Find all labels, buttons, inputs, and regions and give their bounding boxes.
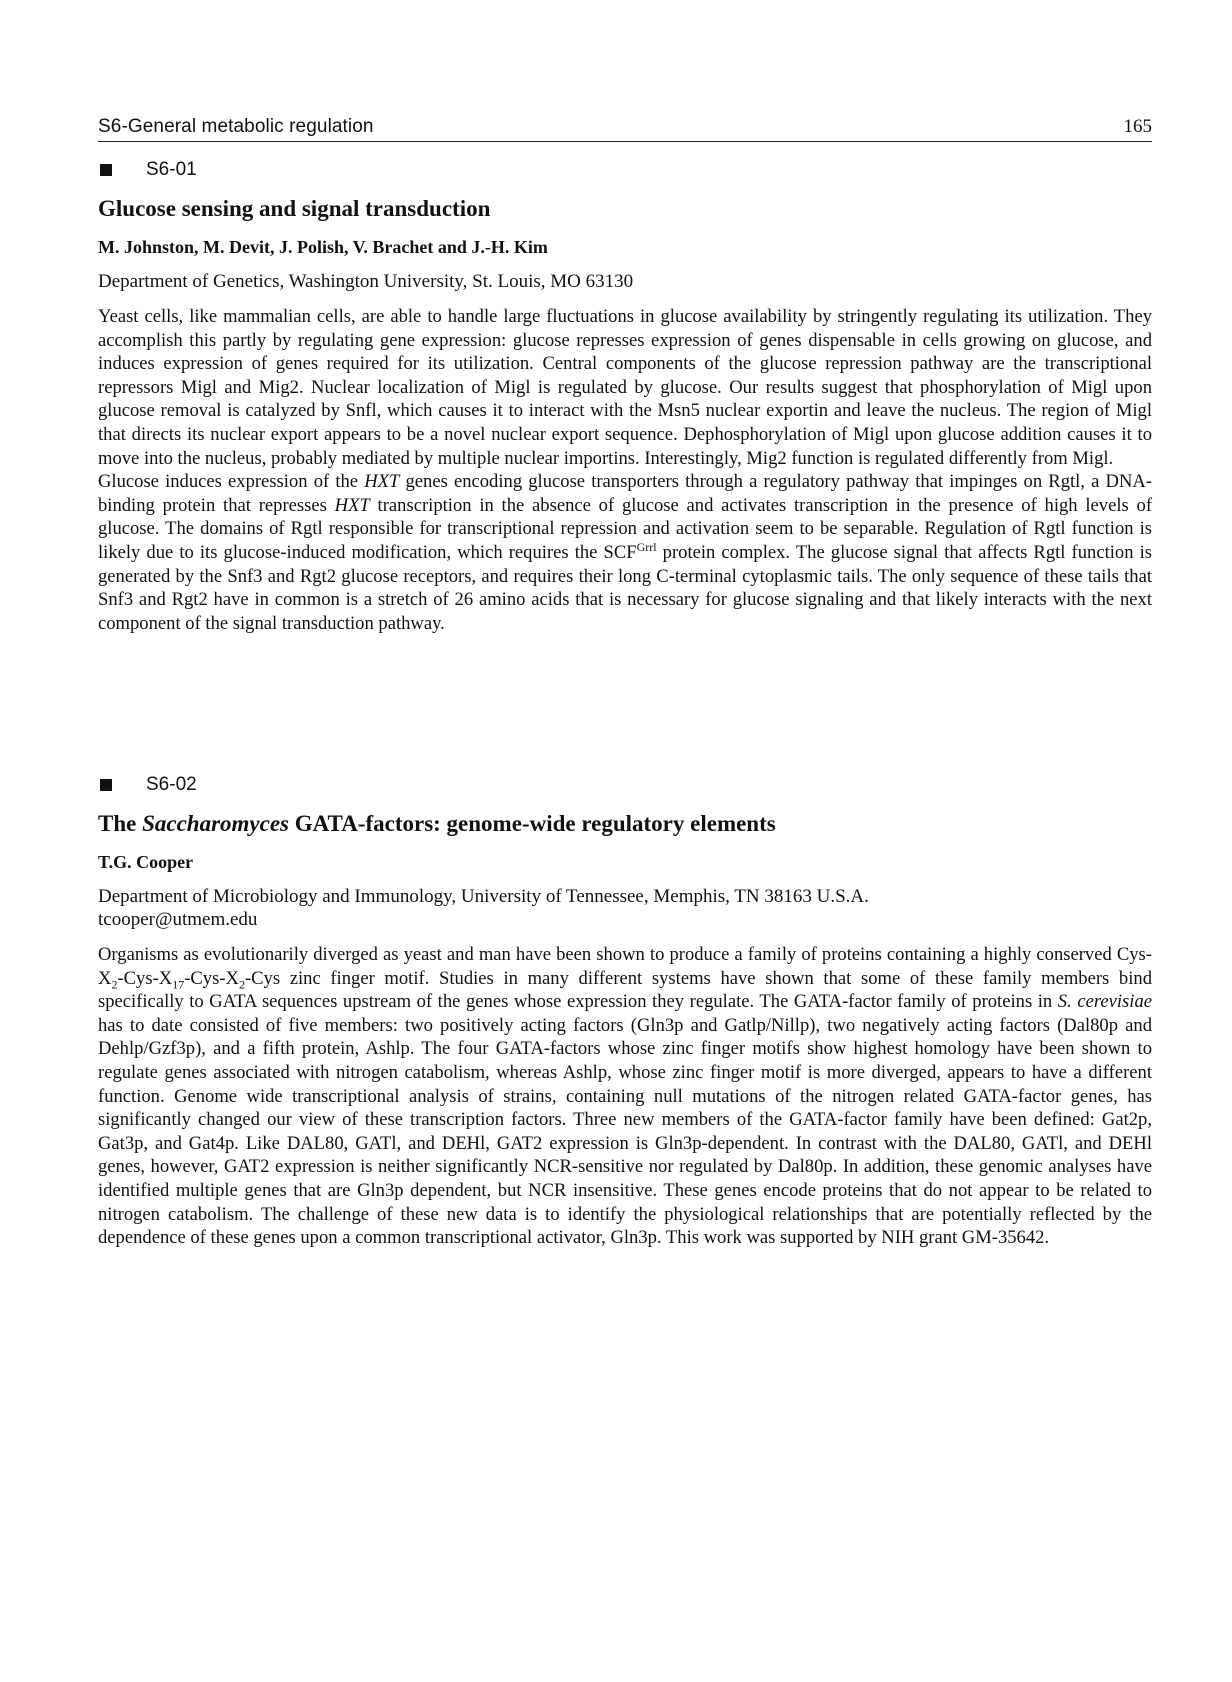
abstract-affiliation: Department of Microbiology and Immunology, University of Tennessee, Memphis, TN 38163 U.S.A. [98, 886, 869, 907]
text-run: genes encoding glucose transporters through a regulatory pathway that impinges on Rgtl, a DNA-binding protein that represses [98, 471, 1152, 516]
abstract-authors: M. Johnston, M. Devit, J. Polish, V. Brachet and J.-H. Kim [98, 237, 548, 257]
running-header [98, 112, 1152, 142]
abstract-title: Glucose sensing and signal transduction [98, 196, 491, 221]
page [98, 112, 1153, 1249]
text-run: transcription in the absence of glucose and activates transcription in the presence of high levels of glucose. The domains of Rgtl responsible for transcriptional repression and activation seem to be separable. Regulation of Rgtl function is likely due to its glucose-induced modification, which requires the SCF [98, 494, 1153, 563]
abstract-code: S6-02 [146, 774, 197, 795]
author-email: tcooper@utmem.edu [98, 909, 258, 930]
section-title: S6-General metabolic regulation [98, 116, 374, 137]
page-number: 165 [1123, 116, 1152, 137]
title-run: GATA-factors: genome-wide regulatory elements [289, 811, 776, 836]
abstract-paragraph [98, 470, 1152, 635]
text-run: Glucose induces expression of the [98, 471, 365, 493]
species-name: S. cerevisiae [1057, 991, 1152, 1013]
text-run: -Cys-X [184, 967, 239, 989]
title-run: The [98, 811, 143, 836]
abstract-body [98, 305, 1152, 635]
abstract-code: S6-01 [146, 159, 197, 180]
text-run: -Cys-X [117, 967, 173, 989]
square-bullet-icon [100, 164, 112, 176]
gene-name: HXT [364, 471, 400, 493]
title-italic: Saccharomyces [142, 811, 290, 836]
gene-name: HXT [334, 494, 370, 516]
abstract-authors: T.G. Cooper [98, 852, 194, 872]
square-bullet-icon [100, 779, 112, 791]
subscript: 2 [238, 977, 245, 992]
abstract-s6-01 [98, 156, 1152, 635]
abstract-body [98, 943, 1152, 1250]
abstract-paragraph: Yeast cells, like mammalian cells, are able to handle large fluctuations in glucose availability by stringently regulating its utilization. They accomplish this partly by regulating gene expression: glucose represses expression of genes dispensable in cells growing on glucose, and induces expression of genes required for its utilization. Central components of the glucose repression pathway are the transcriptional repressors Migl and Mig2. Nuclear localization of Migl is regulated by glucose. Our results suggest that phosphorylation of Migl upon glucose removal is catalyzed by Snfl, which causes it to interact with the Msn5 nuclear exportin and leave the nucleus. The region of Migl that directs its nuclear export appears to be a novel nuclear export sequence. Dephosphorylation of Migl upon glucose addition causes it to move into the nucleus, probably mediated by multiple nuclear importins. Interestingly, Mig2 function is regulated differently from Migl. [98, 306, 1152, 469]
abstract-code-row [98, 771, 1152, 799]
text-run: has to date consisted of five members: two positively acting factors (Gln3p and Gatlp/Nillp), two negatively acting factors (Dal80p and Dehlp/Gzf3p), and a fifth protein, Ashlp. The four GATA-factors whose zinc finger motifs show highest homology have been shown to regulate genes associated with nitrogen catabolism, whereas Ashlp, whose zinc finger motif is more diverged, appears to have a different function. Genome wide transcriptional analysis of strains, containing null mutations of the nitrogen related GATA-factor genes, has significantly changed our view of these transcription factors. Three new members of the GATA-factor family have been defined: Gat2p, Gat3p, and Gat4p. Like DAL80, GATl, and DEHl, GAT2 expression is Gln3p-dependent. In contrast with the DAL80, GATl, and DEHl genes, however, GAT2 expression is neither significantly NCR-sensitive nor regulated by Dal80p. In addition, these genomic analyses have identified multiple genes that are Gln3p dependent, but NCR insensitive. These genes encode proteins that do not appear to be related to nitrogen catabolism. The challenge of these new data is to identify the physiological relationships that are potentially reflected by the dependence of these genes upon a common transcriptional activator, Gln3p. This work was supported by NIH grant GM-35642. [98, 1014, 1152, 1249]
abstract-title [98, 810, 1152, 838]
abstract-affiliation: Department of Genetics, Washington University, St. Louis, MO 63130 [98, 271, 634, 292]
subscript: 2 [111, 977, 118, 992]
superscript: Grrl [636, 539, 657, 554]
abstract-code-row [98, 156, 1152, 184]
text-run: protein complex. The glucose signal that affects Rgtl function is generated by the Snf3 and Rgt2 glucose receptors, and requires their long C-terminal cytoplasmic tails. The only sequence of these tails that Snf3 and Rgt2 have in common is a stretch of 26 amino acids that is necessary for glucose signaling and that likely interacts with the next component of the signal transduction pathway. [98, 541, 1152, 634]
subscript: 17 [172, 977, 185, 992]
text-run: -Cys zinc finger motif. Studies in many different systems have shown that some of these family members bind specifically to GATA sequences upstream of the genes whose expression they regulate. The GATA-factor family of proteins in [98, 967, 1152, 1013]
text-run: Organisms as evolutionarily diverged as yeast and man have been shown to produce a family of proteins containing a highly conserved Cys-X [98, 944, 1152, 989]
abstract-s6-02 [98, 771, 1152, 1250]
abstract-paragraph [98, 943, 1152, 1250]
